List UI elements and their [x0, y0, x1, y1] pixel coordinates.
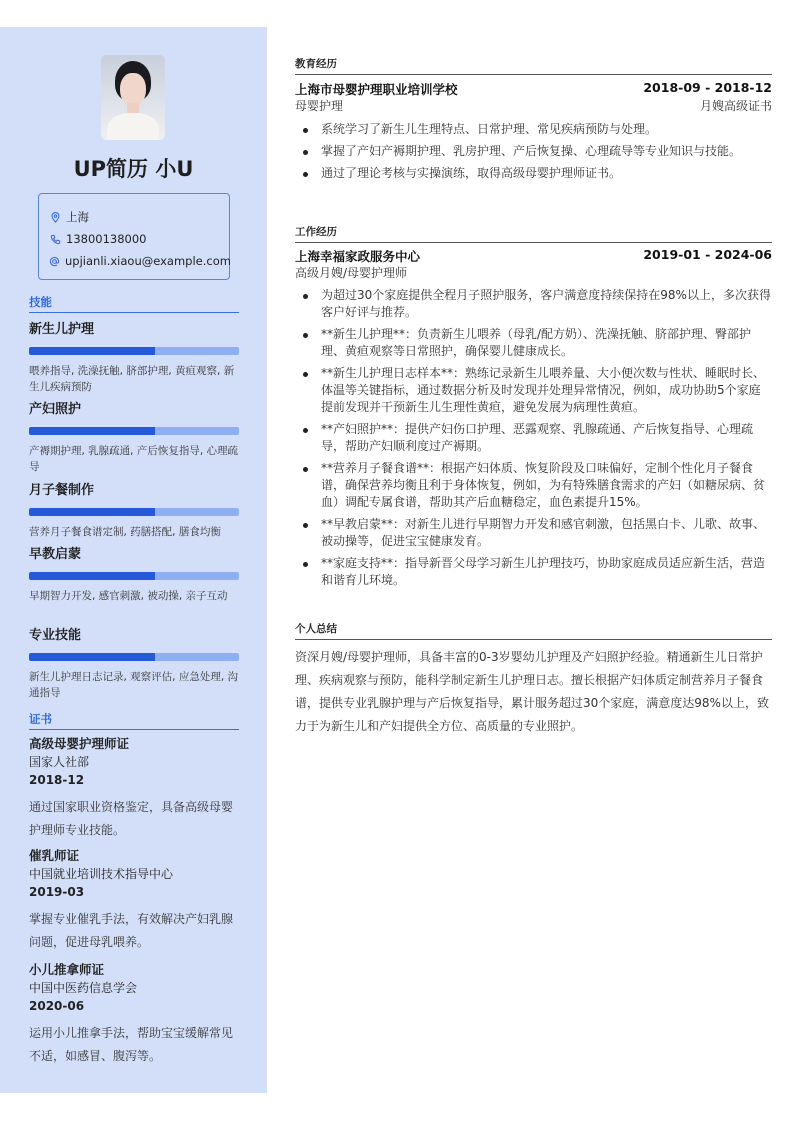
skill-desc: 营养月子餐食谱定制, 药膳搭配, 膳食均衡: [29, 526, 221, 538]
skill-level-bar: [29, 347, 239, 355]
profile-photo: [101, 55, 165, 140]
education-subheader: [295, 97, 772, 114]
work-role: 高级月嫂/母婴护理师: [295, 266, 408, 280]
cert-name: 催乳师证: [29, 848, 80, 863]
skill-desc: 喂养指导, 洗澡抚触, 脐部护理, 黄疸观察, 新生儿疾病预防: [29, 365, 235, 393]
cert-name: 高级母婴护理师证: [29, 736, 130, 751]
cert-desc: 运用小儿推拿手法，帮助宝宝缓解常见不适，如感冒、腹泻等。: [29, 1026, 234, 1063]
certificate-item: [29, 960, 241, 1068]
education-degree: 月嫂高级证书: [699, 99, 772, 113]
phone-text[interactable]: 13800138000: [66, 232, 147, 246]
work-date: 2019-01 - 2024-06: [643, 247, 772, 262]
skills-section-title: 技能: [29, 294, 239, 313]
skill-name: 产妇照护: [29, 402, 82, 417]
certificates-section-title: 证书: [29, 711, 239, 730]
skill-item: [29, 318, 239, 395]
skill-desc: 早期智力开发, 感官刺激, 被动操, 亲子互动: [29, 590, 228, 602]
cert-name: 小儿推拿师证: [29, 962, 105, 977]
cert-date: 2020-06: [29, 999, 85, 1013]
certificate-item: [29, 846, 241, 954]
work-section-title: 工作经历: [295, 224, 772, 243]
location-text: 上海: [66, 210, 89, 224]
cert-org: 国家人社部: [29, 755, 90, 769]
list-item: 为超过30个家庭提供全程月子照护服务，客户满意度持续保持在98%以上，多次获得客户好评与推荐。: [295, 287, 772, 321]
work-bullets: [295, 287, 772, 594]
education-bullets: [295, 121, 772, 187]
education-section-title: 教育经历: [295, 56, 772, 75]
summary-section-title: 个人总结: [295, 621, 772, 640]
skill-name: 新生儿护理: [29, 322, 95, 337]
skill-name: 早教启蒙: [29, 547, 82, 562]
skill-item: [29, 543, 239, 604]
cert-date: 2018-12: [29, 773, 85, 787]
list-item: **新生儿护理**：负责新生儿喂养（母乳/配方奶）、洗澡抚触、脐部护理、臀部护理、黄疸观察等日常照护，确保婴儿健康成长。: [295, 326, 772, 360]
contact-box: [38, 193, 230, 280]
education-date: 2018-09 - 2018-12: [643, 80, 772, 95]
list-item: 系统学习了新生儿生理特点、日常护理、常见疾病预防与处理。: [295, 121, 772, 138]
list-item: **新生儿护理日志样本**：熟练记录新生儿喂养量、大小便次数与性状、睡眠时长、体温等关键指标，通过数据分析及时发现并处理异常情况，例如，成功协助5个家庭提前发现并干预新生儿生理性黄疸，避免发展为病理性黄疸。: [295, 365, 772, 416]
list-item: **家庭支持**：指导新晋父母学习新生儿护理技巧，协助家庭成员适应新生活，营造和谐育儿环境。: [295, 555, 772, 589]
list-item: 掌握了产妇产褥期护理、乳房护理、产后恢复操、心理疏导等专业知识与技能。: [295, 143, 772, 160]
skill-name: 专业技能: [29, 628, 82, 643]
list-item: **营养月子餐食谱**：根据产妇体质、恢复阶段及口味偏好，定制个性化月子餐食谱，确保营养均衡且利于身体恢复，例如，为有特殊膳食需求的产妇（如糖尿病、贫血）调配专属食谱，帮助其产后血糖稳定，血色素提升15%。: [295, 460, 772, 511]
certificate-item: [29, 734, 241, 842]
skill-level-bar: [29, 508, 239, 516]
work-header: [295, 247, 772, 265]
school-name: 上海市母婴护理职业培训学校: [295, 82, 458, 97]
skill-desc: 新生儿护理日志记录, 观察评估, 应急处理, 沟通指导: [29, 671, 239, 699]
contact-phone: [49, 228, 229, 250]
skill-level-bar: [29, 427, 239, 435]
skill-item: [29, 479, 239, 540]
skill-desc: 产褥期护理, 乳腺疏通, 产后恢复指导, 心理疏导: [29, 445, 239, 473]
profile-name: UP简历 小U: [73, 157, 194, 181]
contact-email: [49, 250, 229, 272]
company-name: 上海幸福家政服务中心: [295, 249, 421, 264]
cert-date: 2019-03: [29, 885, 85, 899]
cert-org: 中国中医药信息学会: [29, 981, 138, 995]
phone-icon: [49, 233, 61, 245]
skill-level-bar: [29, 653, 239, 661]
work-subheader: [295, 264, 772, 281]
at-sign-icon: [49, 255, 60, 267]
summary-text: 资深月嫂/母婴护理师，具备丰富的0-3岁婴幼儿护理及产妇照护经验。精通新生儿日常护理、疾病观察与预防，能科学制定新生儿护理日志。擅长根据产妇体质定制营养月子餐食谱，提供专业乳腺护理与产后恢复指导，累计服务超过30个家庭，满意度达98%以上，致力于为新生儿和产妇提供全方位、高质量的专业照护。: [295, 650, 769, 733]
list-item: 通过了理论考核与实操演练，取得高级母婴护理师证书。: [295, 165, 772, 182]
skill-item: [29, 398, 239, 475]
skill-item: [29, 624, 239, 701]
email-link[interactable]: upjianli.xiaou@example.com: [65, 254, 231, 268]
cert-desc: 掌握专业催乳手法，有效解决产妇乳腺问题，促进母乳喂养。: [29, 912, 234, 949]
cert-org: 中国就业培训技术指导中心: [29, 867, 174, 881]
list-item: **产妇照护**：提供产妇伤口护理、恶露观察、乳腺疏通、产后恢复指导、心理疏导，帮助产妇顺利度过产褥期。: [295, 421, 772, 455]
cert-desc: 通过国家职业资格鉴定，具备高级母婴护理师专业技能。: [29, 800, 234, 837]
education-major: 母婴护理: [295, 99, 344, 113]
education-header: [295, 80, 772, 98]
map-pin-icon: [49, 211, 61, 223]
contact-location: [49, 206, 229, 228]
skill-name: 月子餐制作: [29, 483, 95, 498]
skill-level-bar: [29, 572, 239, 580]
list-item: **早教启蒙**：对新生儿进行早期智力开发和感官刺激，包括黑白卡、儿歌、故事、被动操等，促进宝宝健康发育。: [295, 516, 772, 550]
